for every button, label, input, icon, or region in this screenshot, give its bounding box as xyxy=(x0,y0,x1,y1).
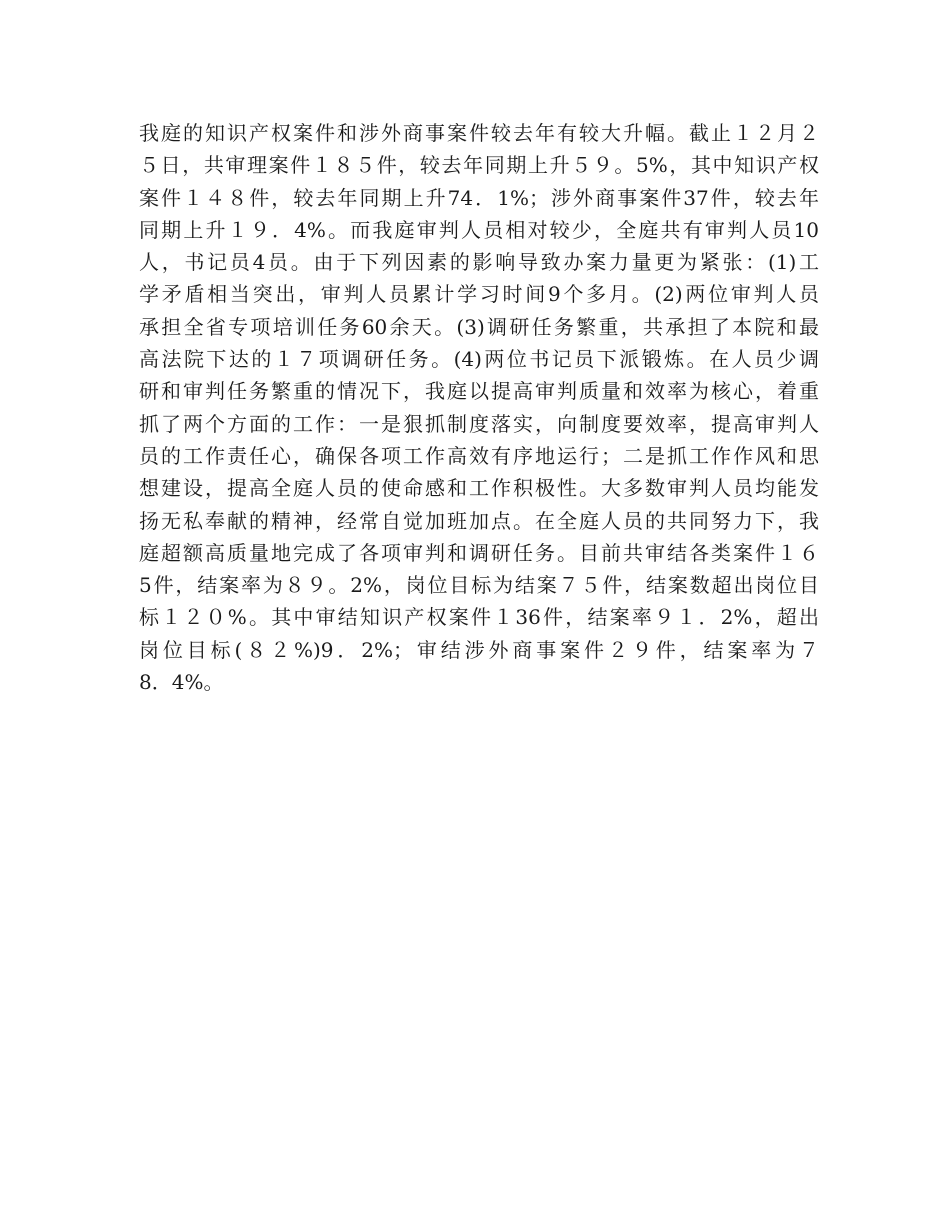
paragraph-line: 扬无私奉献的精神，经常自觉加班加点。在全庭人员的共同努力下，我 xyxy=(139,508,819,533)
paragraph-line: 案件１４８件，较去年同期上升74．1%；涉外商事案件37件，较去年 xyxy=(139,185,819,210)
paragraph-line: 高法院下达的１７项调研任务。(4)两位书记员下派锻炼。在人员少调 xyxy=(139,347,819,372)
paragraph-line: 庭超额高质量地完成了各项审判和调研任务。目前共审结各类案件１６ xyxy=(139,540,819,565)
paragraph-line: 员的工作责任心，确保各项工作高效有序地运行；二是抓工作作风和思 xyxy=(139,443,819,468)
paragraph-line: 学矛盾相当突出，审判人员累计学习时间9个多月。(2)两位审判人员 xyxy=(139,282,819,307)
paragraph-line: 人，书记员4员。由于下列因素的影响导致办案力量更为紧张：(1)工 xyxy=(139,250,819,275)
paragraph-line: 岗位目标(８２%)9．2%；审结涉外商事案件２９件，结案率为７ xyxy=(139,637,819,662)
paragraph-line: 承担全省专项培训任务60余天。(3)调研任务繁重，共承担了本院和最 xyxy=(139,314,819,339)
paragraph-line: 同期上升１９．4%。而我庭审判人员相对较少，全庭共有审判人员10 xyxy=(139,217,819,242)
paragraph-line: 8．4%。 xyxy=(139,670,224,695)
paragraph-line: 想建设，提高全庭人员的使命感和工作积极性。大多数审判人员均能发 xyxy=(139,476,819,501)
paragraph-line: 我庭的知识产权案件和涉外商事案件较去年有较大升幅。截止１２月２ xyxy=(139,121,819,145)
paragraph-line: ５日，共审理案件１８５件，较去年同期上升５９。5%，其中知识产权 xyxy=(139,153,819,178)
paragraph-line: 5件，结案率为８９。2%，岗位目标为结案７５件，结案数超出岗位目 xyxy=(139,573,819,598)
paragraph-line: 研和审判任务繁重的情况下，我庭以提高审判质量和效率为核心，着重 xyxy=(139,379,819,404)
paragraph-line: 标１２０%。其中审结知识产权案件１36件，结案率９１．2%，超出 xyxy=(139,605,819,630)
paragraph-line: 抓了两个方面的工作：一是狠抓制度落实，向制度要效率，提高审判人 xyxy=(139,411,819,436)
body-paragraph xyxy=(139,117,819,698)
